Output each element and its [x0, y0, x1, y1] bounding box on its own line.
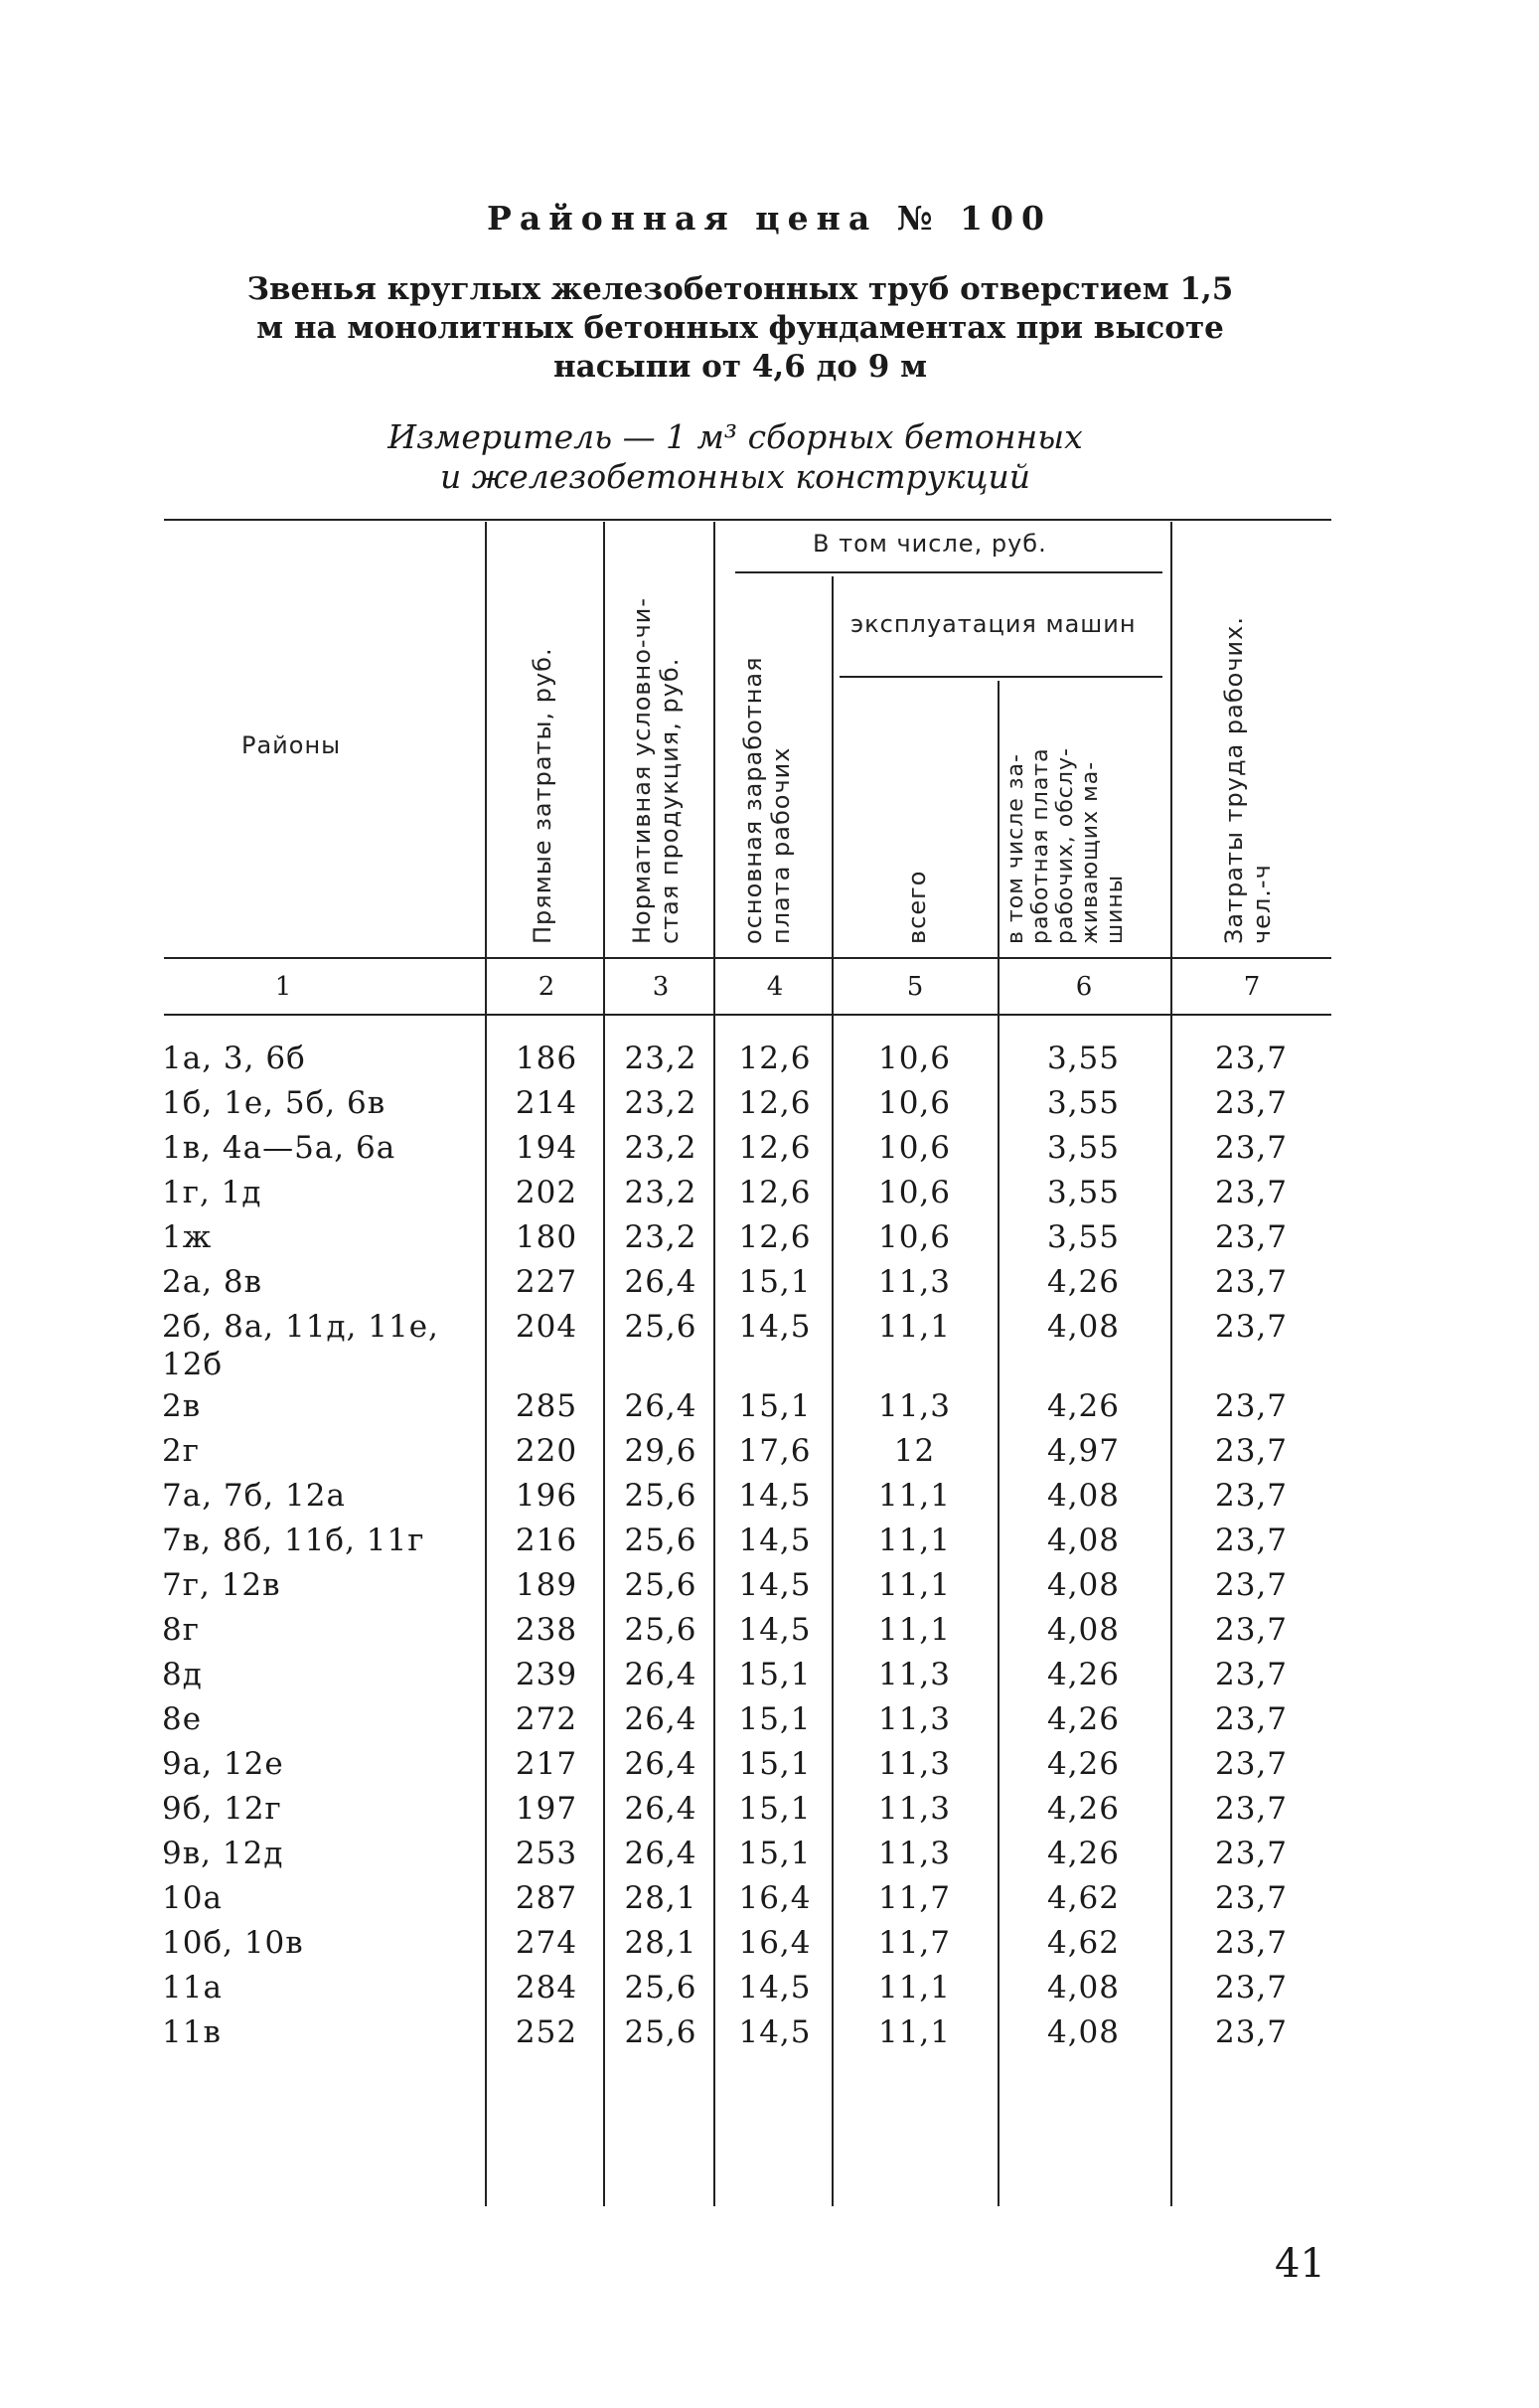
cell-normative-product: 23,2 — [624, 1175, 697, 1210]
col-rule-1 — [485, 522, 487, 2206]
cell-region: 1в, 4а—5а, 6а — [162, 1130, 396, 1166]
cell-base-wages: 14,5 — [738, 1523, 812, 1558]
cell-machine-total: 11,7 — [877, 1925, 952, 1961]
cell-region: 7а, 7б, 12а — [162, 1478, 346, 1514]
cell-labor-costs: 23,7 — [1214, 1041, 1289, 1076]
cell-base-wages: 15,1 — [738, 1746, 812, 1782]
cell-machinist-wages: 4,26 — [1046, 1746, 1121, 1782]
cell-labor-costs: 23,7 — [1214, 1701, 1289, 1737]
cell-region: 2в — [162, 1388, 202, 1424]
cell-labor-costs: 23,7 — [1214, 1791, 1289, 1827]
cell-labor-costs: 23,7 — [1214, 2014, 1289, 2050]
cell-machinist-wages: 4,26 — [1046, 1264, 1121, 1300]
cell-base-wages: 12,6 — [738, 1219, 812, 1255]
cell-base-wages: 14,5 — [738, 1309, 812, 1345]
column-number: 5 — [906, 972, 924, 1002]
cell-direct-costs: 189 — [515, 1567, 578, 1603]
cell-machine-total: 10,6 — [877, 1175, 952, 1210]
cell-machine-total: 10,6 — [877, 1219, 952, 1255]
page-number: 41 — [1275, 2241, 1325, 2287]
cell-labor-costs: 23,7 — [1214, 1925, 1289, 1961]
header-total: всего — [903, 870, 931, 944]
cell-labor-costs: 23,7 — [1214, 1175, 1289, 1210]
cell-base-wages: 15,1 — [738, 1388, 812, 1424]
header-machinist-wages-line-1: в том числе за- — [1003, 753, 1028, 944]
cell-machine-total: 11,3 — [877, 1746, 952, 1782]
cell-machine-total: 11,3 — [877, 1701, 952, 1737]
cell-normative-product: 25,6 — [624, 1309, 697, 1345]
header-normative-product — [628, 597, 684, 944]
cell-region: 10а — [162, 1880, 223, 1916]
cell-machine-total: 11,1 — [877, 1478, 952, 1514]
header-bottom-rule — [164, 957, 1331, 959]
cell-base-wages: 12,6 — [738, 1085, 812, 1121]
cell-direct-costs: 239 — [515, 1657, 578, 1692]
cell-base-wages: 14,5 — [738, 1567, 812, 1603]
cell-machine-total: 12 — [893, 1433, 936, 1469]
cell-machinist-wages: 3,55 — [1046, 1041, 1121, 1076]
cell-labor-costs: 23,7 — [1214, 1433, 1289, 1469]
cell-machinist-wages: 4,08 — [1046, 1523, 1121, 1558]
page-title: Районная цена № 100 — [487, 199, 1052, 238]
cell-normative-product: 23,2 — [624, 1130, 697, 1166]
cell-direct-costs: 216 — [515, 1523, 578, 1558]
col-rule-3 — [713, 522, 715, 2206]
header-labor-costs-line-1: Затраты труда рабочих. — [1220, 616, 1248, 944]
cell-machinist-wages: 4,08 — [1046, 1970, 1121, 2006]
cell-machinist-wages: 4,08 — [1046, 1309, 1121, 1345]
cell-machine-total: 11,1 — [877, 1523, 952, 1558]
cell-machinist-wages: 3,55 — [1046, 1085, 1121, 1121]
cell-labor-costs: 23,7 — [1214, 1657, 1289, 1692]
cell-base-wages: 14,5 — [738, 1478, 812, 1514]
cell-normative-product: 26,4 — [624, 1746, 697, 1782]
cell-labor-costs: 23,7 — [1214, 1567, 1289, 1603]
cell-labor-costs: 23,7 — [1214, 1478, 1289, 1514]
cell-normative-product: 23,2 — [624, 1041, 697, 1076]
header-base-wages-line-2: плата рабочих — [767, 746, 795, 944]
col-rule-4 — [832, 576, 834, 2206]
cell-base-wages: 16,4 — [738, 1880, 812, 1916]
cell-normative-product: 25,6 — [624, 1970, 697, 2006]
cell-normative-product: 23,2 — [624, 1219, 697, 1255]
col-rule-5 — [998, 681, 1000, 2206]
cell-base-wages: 12,6 — [738, 1130, 812, 1166]
cell-region: 8е — [162, 1701, 203, 1737]
header-labor-costs — [1220, 616, 1276, 944]
cell-machine-total: 11,3 — [877, 1836, 952, 1871]
header-machinist-wages — [1003, 747, 1128, 944]
cell-machine-total: 11,1 — [877, 1612, 952, 1648]
cell-normative-product: 26,4 — [624, 1388, 697, 1424]
measure-unit — [328, 417, 1143, 497]
cell-region: 9в, 12д — [162, 1836, 284, 1871]
cell-machine-total: 11,3 — [877, 1657, 952, 1692]
table-subtitle: Звенья круглых железобетонных труб отверстием 1,5 м на монолитных бетонных фундаментах при высоте насыпи от 4,6 до 9 м — [246, 271, 1234, 385]
cell-machine-total: 10,6 — [877, 1130, 952, 1166]
cell-machine-total: 11,1 — [877, 1567, 952, 1603]
header-regions: Районы — [241, 731, 342, 759]
cell-labor-costs: 23,7 — [1214, 1746, 1289, 1782]
cell-machinist-wages: 3,55 — [1046, 1175, 1121, 1210]
cell-labor-costs: 23,7 — [1214, 1219, 1289, 1255]
cell-machinist-wages: 4,62 — [1046, 1880, 1121, 1916]
cell-labor-costs: 23,7 — [1214, 1970, 1289, 2006]
cell-base-wages: 15,1 — [738, 1264, 812, 1300]
cell-machine-total: 11,7 — [877, 1880, 952, 1916]
cell-direct-costs: 287 — [515, 1880, 578, 1916]
cell-base-wages: 14,5 — [738, 1612, 812, 1648]
header-labor-costs-line-2: чел.-ч — [1248, 864, 1276, 944]
cell-base-wages: 14,5 — [738, 2014, 812, 2050]
cell-machinist-wages: 3,55 — [1046, 1130, 1121, 1166]
cell-region: 9а, 12е — [162, 1746, 284, 1782]
cell-direct-costs: 227 — [515, 1264, 578, 1300]
cell-machine-total: 11,1 — [877, 2014, 952, 2050]
column-number: 1 — [274, 972, 292, 1002]
cell-normative-product: 25,6 — [624, 1523, 697, 1558]
cell-region: 7г, 12в — [162, 1567, 281, 1603]
cell-labor-costs: 23,7 — [1214, 1309, 1289, 1345]
cell-region: 8г — [162, 1612, 200, 1648]
cell-labor-costs: 23,7 — [1214, 1130, 1289, 1166]
cell-region: 8д — [162, 1657, 203, 1692]
cell-direct-costs: 217 — [515, 1746, 578, 1782]
cell-base-wages: 17,6 — [738, 1433, 812, 1469]
header-machinist-wages-line-2: работная плата — [1028, 747, 1053, 944]
col-rule-6 — [1170, 522, 1172, 2206]
cell-direct-costs: 194 — [515, 1130, 578, 1166]
cell-direct-costs: 202 — [515, 1175, 578, 1210]
cell-base-wages: 15,1 — [738, 1791, 812, 1827]
cell-region-continued: 12б — [162, 1347, 224, 1382]
cell-labor-costs: 23,7 — [1214, 1523, 1289, 1558]
cell-machine-total: 11,3 — [877, 1388, 952, 1424]
cell-normative-product: 25,6 — [624, 1567, 697, 1603]
cell-region: 1б, 1е, 5б, 6в — [162, 1085, 386, 1121]
cell-machinist-wages: 4,26 — [1046, 1836, 1121, 1871]
measure-line-1: Измеритель — 1 м³ сборных бетонных — [387, 417, 1083, 456]
cell-direct-costs: 272 — [515, 1701, 578, 1737]
header-including-group: В том числе, руб. — [813, 530, 1047, 558]
cell-base-wages: 14,5 — [738, 1970, 812, 2006]
cell-normative-product: 23,2 — [624, 1085, 697, 1121]
cell-direct-costs: 238 — [515, 1612, 578, 1648]
cell-direct-costs: 285 — [515, 1388, 578, 1424]
cell-base-wages: 12,6 — [738, 1041, 812, 1076]
cell-base-wages: 15,1 — [738, 1836, 812, 1871]
header-base-wages — [739, 656, 795, 944]
cell-machinist-wages: 3,55 — [1046, 1219, 1121, 1255]
cell-machinist-wages: 4,08 — [1046, 1612, 1121, 1648]
column-number: 2 — [538, 972, 555, 1002]
column-number: 6 — [1075, 972, 1093, 1002]
header-machinist-wages-line-3: рабочих, обслу- — [1053, 747, 1078, 944]
cell-direct-costs: 253 — [515, 1836, 578, 1871]
cell-machine-total: 11,1 — [877, 1970, 952, 2006]
cell-base-wages: 12,6 — [738, 1175, 812, 1210]
cell-region: 1а, 3, 6б — [162, 1041, 306, 1076]
cell-normative-product: 28,1 — [624, 1880, 697, 1916]
cell-region: 11в — [162, 2014, 222, 2050]
cell-labor-costs: 23,7 — [1214, 1612, 1289, 1648]
cell-machine-total: 11,1 — [877, 1309, 952, 1345]
cell-direct-costs: 220 — [515, 1433, 578, 1469]
cell-labor-costs: 23,7 — [1214, 1085, 1289, 1121]
group-rule — [735, 571, 1162, 573]
column-number: 7 — [1243, 972, 1261, 1002]
cell-machinist-wages: 4,26 — [1046, 1657, 1121, 1692]
cell-region: 2а, 8в — [162, 1264, 263, 1300]
cell-machinist-wages: 4,08 — [1046, 1567, 1121, 1603]
cell-normative-product: 25,6 — [624, 2014, 697, 2050]
cell-machine-total: 11,3 — [877, 1791, 952, 1827]
cell-machinist-wages: 4,08 — [1046, 1478, 1121, 1514]
cell-machinist-wages: 4,26 — [1046, 1701, 1121, 1737]
cell-region: 7в, 8б, 11б, 11г — [162, 1523, 425, 1558]
header-machinist-wages-line-4: живающих ма- — [1078, 760, 1103, 944]
cell-machinist-wages: 4,26 — [1046, 1791, 1121, 1827]
cell-normative-product: 26,4 — [624, 1701, 697, 1737]
col-rule-2 — [603, 522, 605, 2206]
header-machine-operation: эксплуатация машин — [850, 610, 1137, 638]
cell-labor-costs: 23,7 — [1214, 1880, 1289, 1916]
column-number: 3 — [652, 972, 670, 1002]
cell-machinist-wages: 4,62 — [1046, 1925, 1121, 1961]
subgroup-rule — [840, 676, 1162, 678]
cell-region: 2б, 8а, 11д, 11е, — [162, 1309, 439, 1345]
cell-normative-product: 26,4 — [624, 1657, 697, 1692]
cell-direct-costs: 252 — [515, 2014, 578, 2050]
cell-normative-product: 26,4 — [624, 1791, 697, 1827]
cell-region: 9б, 12г — [162, 1791, 282, 1827]
header-normative-product-line-2: стая продукция, руб. — [656, 657, 684, 944]
cell-labor-costs: 23,7 — [1214, 1388, 1289, 1424]
cell-normative-product: 25,6 — [624, 1478, 697, 1514]
cell-normative-product: 29,6 — [624, 1433, 697, 1469]
cell-direct-costs: 197 — [515, 1791, 578, 1827]
cell-normative-product: 26,4 — [624, 1264, 697, 1300]
cell-direct-costs: 284 — [515, 1970, 578, 2006]
cell-machine-total: 10,6 — [877, 1085, 952, 1121]
cell-base-wages: 15,1 — [738, 1657, 812, 1692]
cell-normative-product: 25,6 — [624, 1612, 697, 1648]
cell-machinist-wages: 4,08 — [1046, 2014, 1121, 2050]
cell-labor-costs: 23,7 — [1214, 1836, 1289, 1871]
cell-machinist-wages: 4,97 — [1046, 1433, 1121, 1469]
cell-direct-costs: 186 — [515, 1041, 578, 1076]
cell-region: 1г, 1д — [162, 1175, 262, 1210]
cell-base-wages: 15,1 — [738, 1701, 812, 1737]
cell-region: 1ж — [162, 1219, 213, 1255]
header-direct-costs: Прямые затраты, руб. — [529, 647, 556, 944]
header-normative-product-line-1: Нормативная условно-чи- — [628, 596, 656, 944]
cell-labor-costs: 23,7 — [1214, 1264, 1289, 1300]
cell-base-wages: 16,4 — [738, 1925, 812, 1961]
cell-region: 11а — [162, 1970, 223, 2006]
cell-normative-product: 28,1 — [624, 1925, 697, 1961]
cell-direct-costs: 204 — [515, 1309, 578, 1345]
cell-machine-total: 11,3 — [877, 1264, 952, 1300]
header-machinist-wages-line-5: шины — [1103, 874, 1128, 944]
cell-region: 10б, 10в — [162, 1925, 304, 1961]
cell-direct-costs: 196 — [515, 1478, 578, 1514]
cell-direct-costs: 214 — [515, 1085, 578, 1121]
column-number: 4 — [766, 972, 784, 1002]
cell-machinist-wages: 4,26 — [1046, 1388, 1121, 1424]
table-top-rule — [164, 519, 1331, 521]
measure-line-2: и железобетонных конструкций — [439, 457, 1031, 496]
cell-normative-product: 26,4 — [624, 1836, 697, 1871]
header-base-wages-line-1: основная заработная — [739, 656, 767, 944]
cell-machine-total: 10,6 — [877, 1041, 952, 1076]
cell-direct-costs: 274 — [515, 1925, 578, 1961]
cell-direct-costs: 180 — [515, 1219, 578, 1255]
cell-region: 2г — [162, 1433, 200, 1469]
column-number-rule — [164, 1014, 1331, 1016]
